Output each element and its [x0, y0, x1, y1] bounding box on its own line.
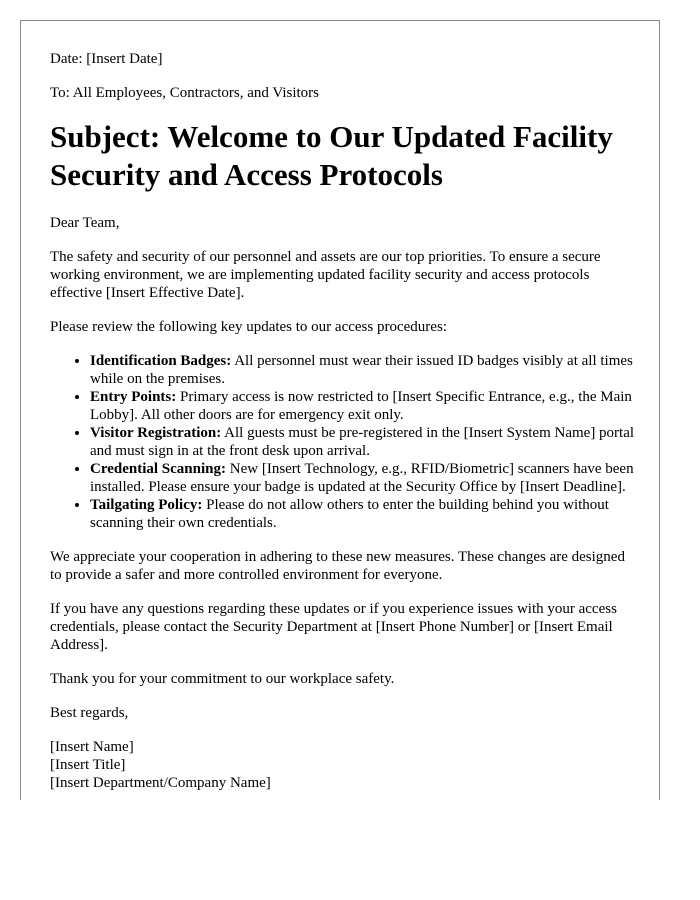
signature-title: [Insert Title] [50, 757, 126, 773]
questions-paragraph: If you have any questions regarding these updates or if you experience issues with your access credentials, please contact the Security Department at [Insert Phone Number] or [Insert Email Address]. [50, 601, 617, 653]
update-title: Entry Points: [90, 389, 177, 405]
appreciation-paragraph: We appreciate your cooperation in adhering to these new measures. These changes are designed to provide a safer and more controlled environment for everyone. [50, 549, 625, 583]
letter-closing: Best regards, [50, 705, 129, 721]
list-item [90, 496, 635, 532]
letter-page [20, 20, 660, 800]
update-title: Identification Badges: [90, 353, 232, 369]
list-item [90, 424, 635, 460]
letter-date: Date: [Insert Date] [50, 51, 163, 67]
letter-subject-heading: Subject: Welcome to Our Updated Facility Security and Access Protocols [50, 119, 613, 192]
intro-paragraph: The safety and security of our personnel and assets are our top priorities. To ensure a secure working environment, we are implementing updated facility security and access protocols effective [Insert Effective Date]. [50, 249, 601, 301]
signature-department: [Insert Department/Company Name] [50, 775, 271, 791]
signature-block [50, 738, 635, 792]
update-title: Visitor Registration: [90, 425, 222, 441]
update-text: All personnel must wear their issued ID badges visibly at all times while on the premises. [90, 353, 633, 387]
update-title: Credential Scanning: [90, 461, 226, 477]
review-prompt: Please review the following key updates to our access procedures: [50, 319, 447, 335]
letter-recipients: To: All Employees, Contractors, and Visitors [50, 85, 319, 101]
list-item [90, 460, 635, 496]
update-text: All guests must be pre-registered in the [Insert System Name] portal and must sign in at the front desk upon arrival. [90, 425, 635, 459]
thanks-paragraph: Thank you for your commitment to our workplace safety. [50, 671, 395, 687]
update-text: Primary access is now restricted to [Insert Specific Entrance, e.g., the Main Lobby]. All other doors are for emergency exit only. [90, 389, 632, 423]
key-updates-list [50, 352, 635, 532]
update-title: Tailgating Policy: [90, 497, 203, 513]
signature-name: [Insert Name] [50, 739, 134, 755]
list-item [90, 352, 635, 388]
letter-body [50, 50, 635, 800]
letter-salutation: Dear Team, [50, 215, 120, 231]
list-item [90, 388, 635, 424]
update-text: New [Insert Technology, e.g., RFID/Biometric] scanners have been installed. Please ensure your badge is updated at the Security Office by [Insert Deadline]. [90, 461, 634, 495]
update-text: Please do not allow others to enter the building behind you without scanning their own credentials. [90, 497, 609, 531]
